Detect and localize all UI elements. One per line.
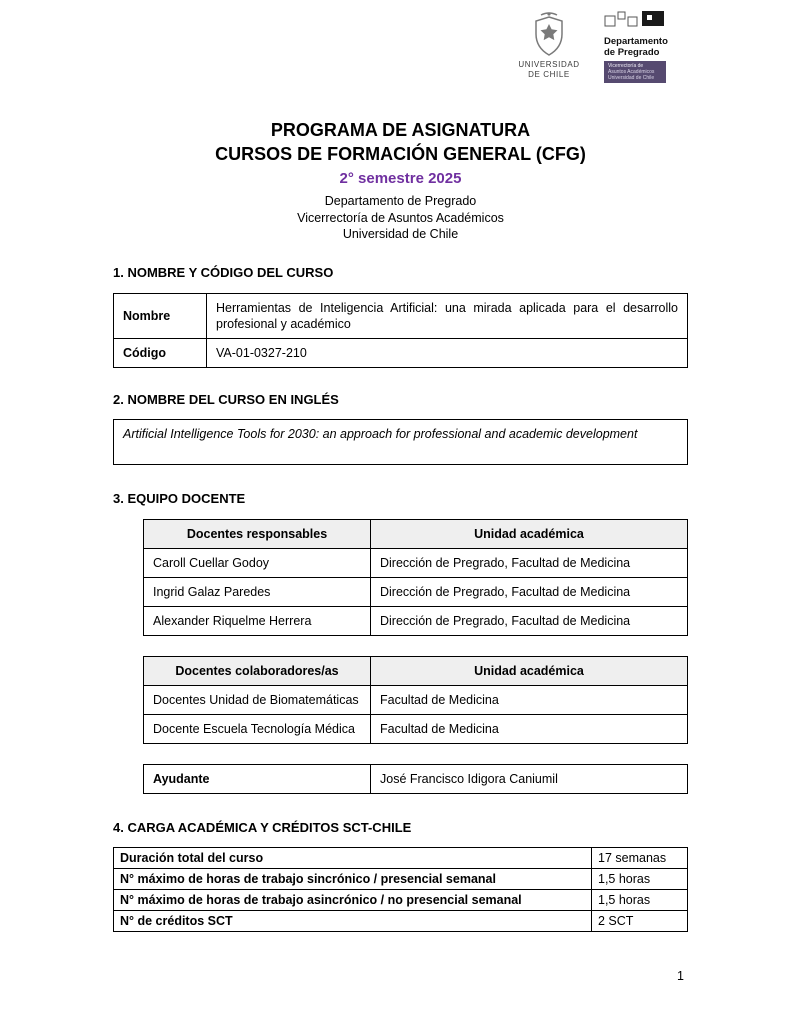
field-label-nombre: Nombre [114, 293, 207, 338]
table-row [144, 577, 688, 606]
ayudante-label: Ayudante [144, 764, 371, 793]
ayudante-name: José Francisco Idigora Caniumil [371, 764, 688, 793]
departamento-pregrado-logo [604, 10, 688, 83]
colaboradores-header-row [144, 656, 688, 685]
english-course-name-box: Artificial Intelligence Tools for 2030: an approach for professional and academic development [113, 419, 688, 465]
section2-heading: 2. NOMBRE DEL CURSO EN INGLÉS [113, 391, 339, 407]
carga-academica-table [113, 847, 688, 932]
uch-logo-line1: UNIVERSIDAD [518, 60, 580, 69]
colaborador-name: Docentes Unidad de Biomatemáticas [144, 685, 371, 714]
docente-unidad: Dirección de Pregrado, Facultad de Medicina [371, 577, 688, 606]
ayudante-table [143, 764, 688, 794]
title-block [113, 118, 688, 243]
carga-value: 1,5 horas [592, 889, 688, 910]
table-row [114, 847, 688, 868]
docente-unidad: Dirección de Pregrado, Facultad de Medicina [371, 606, 688, 635]
course-name-code-table [113, 293, 688, 368]
colaboradores-header-docentes: Docentes colaboradores/as [144, 656, 371, 685]
pregrado-badge-line2: Asuntos Académicos [608, 69, 655, 75]
docente-name: Ingrid Galaz Paredes [144, 577, 371, 606]
carga-label: N° máximo de horas de trabajo asincrónico / no presencial semanal [114, 889, 592, 910]
docente-unidad: Dirección de Pregrado, Facultad de Medicina [371, 548, 688, 577]
table-row [144, 685, 688, 714]
table-row [114, 868, 688, 889]
institution-univ: Universidad de Chile [342, 227, 459, 241]
responsables-header-docentes: Docentes responsables [144, 519, 371, 548]
colaboradores-table [143, 656, 688, 744]
carga-label: N° máximo de horas de trabajo sincrónico / presencial semanal [114, 868, 592, 889]
section4-heading: 4. CARGA ACADÉMICA Y CRÉDITOS SCT-CHILE [113, 819, 412, 835]
institution-dept: Departamento de Pregrado [324, 194, 477, 208]
table-row [144, 606, 688, 635]
colaborador-unidad: Facultad de Medicina [371, 685, 688, 714]
pregrado-title-line1: Departamento [604, 36, 668, 47]
field-value-nombre: Herramientas de Inteligencia Artificial: una mirada aplicada para el desarrollo profesional y académico [207, 293, 688, 338]
pregrado-badge-line3: Universidad de Chile [608, 75, 655, 81]
institution-vice: Vicerrectoría de Asuntos Académicos [297, 210, 504, 225]
institution-lines [113, 193, 688, 243]
colaboradores-header-unidad: Unidad académica [371, 656, 688, 685]
universidad-de-chile-logo [514, 10, 584, 80]
carga-value: 17 semanas [592, 847, 688, 868]
document-title-line2: CURSOS DE FORMACIÓN GENERAL (CFG) [215, 144, 586, 164]
table-row-codigo [114, 338, 688, 367]
document-title-line1: PROGRAMA DE ASIGNATURA [270, 120, 531, 140]
colaborador-name: Docente Escuela Tecnología Médica [144, 714, 371, 743]
field-label-codigo: Código [114, 338, 207, 367]
pregrado-badge-line1: Vicerrectoría de [608, 63, 644, 69]
carga-value: 1,5 horas [592, 868, 688, 889]
field-value-codigo: VA-01-0327-210 [207, 338, 688, 367]
carga-value: 2 SCT [592, 910, 688, 931]
uch-crest-icon [531, 10, 567, 58]
table-row [114, 889, 688, 910]
table-row [144, 548, 688, 577]
docente-name: Alexander Riquelme Herrera [144, 606, 371, 635]
uch-logo-line2: DE CHILE [528, 70, 570, 79]
responsables-header-row [144, 519, 688, 548]
semester-subtitle: 2° semestre 2025 [339, 170, 462, 187]
docente-name: Caroll Cuellar Godoy [144, 548, 371, 577]
table-row [144, 714, 688, 743]
carga-label: N° de créditos SCT [114, 910, 592, 931]
colaborador-unidad: Facultad de Medicina [371, 714, 688, 743]
pregrado-squares-icon [604, 10, 684, 35]
table-row [114, 910, 688, 931]
pregrado-logo-title [604, 36, 668, 58]
uch-logo-text [518, 60, 579, 80]
page-number: 1 [677, 969, 684, 983]
pregrado-title-line2: de Pregrado [604, 47, 660, 58]
header-logos [113, 10, 688, 92]
carga-label: Duración total del curso [114, 847, 592, 868]
responsables-header-unidad: Unidad académica [371, 519, 688, 548]
responsables-table [143, 519, 688, 636]
section3-heading: 3. EQUIPO DOCENTE [113, 490, 246, 506]
table-row-nombre [114, 293, 688, 338]
pregrado-badge [604, 61, 666, 83]
section1-heading: 1. NOMBRE Y CÓDIGO DEL CURSO [113, 264, 334, 280]
ayudante-row [144, 764, 688, 793]
